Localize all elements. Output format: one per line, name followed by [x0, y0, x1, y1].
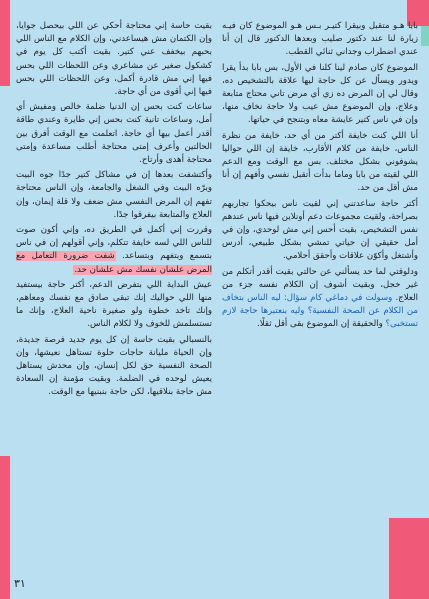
- paragraph: بابا هـو متقبل وبيقرا كتيـر بـس هـو الموضوع كان فيـه زيارة لنا عند دكتور صليب وبعدها الدكتور قال إن أنا عندي اضطراب وجداني ثنائي القطب.: [222, 21, 418, 58]
- decor-bar-bottom-left: [0, 456, 10, 599]
- decor-strip-top-right: [421, 26, 429, 46]
- paragraph: الموضوع كان صادم لينا كلنا في الأول، بس بابا بدأ يقرا ويدور ويسأل عن كل حاجة ليها علاقة بالتشخيص ده، وقال لي إن المرض ده زي أي مرض تاني محتاج متابعة وعلاج، وإن الموضوع مش عيب ولا حاجة نخاف منها، وإن في ناس كتير عايشة معاه وبتنجح في حياتها.: [222, 62, 418, 126]
- paragraph: أنا اللي كنت خايفة أكتر من أي حد، خايفة من نظرة الناس، خايفة من كلام الأقارب، خايفة إن اللي حواليا يشوفوني بشكل مختلف. بس مع الوقت ومع الدعم اللي لقيته من بابا وماما بدأت أتقبل نفسي وأفهم إن أنا مش أقل من حد.: [222, 130, 418, 194]
- paragraph-text: ودلوقتي لما حد يسألني عن حالتي بقيت أقدر أتكلم من غير خجل، وبقيت أشوف إن الكلام نفسه جزء من العلاج.: [222, 266, 418, 304]
- highlighted-quote: وسولت في دماغي كام سؤال: ليه الناس بتخاف من الكلام عن الصحة النفسية؟ وليه بنعتبرها حاجة لازم تستخبى؟: [222, 293, 418, 330]
- paragraph: وأكتشفت بعدها إن في مشاكل كتير جدًا جوه البيت وبرّه البيت وفي الشغل والجامعة، وإن الناس محتاجة تفهم إن المرض النفسي مش ضعف ولا قلة إيمان، وإن العلاج والمتابعة بيفرقوا جدًا.: [16, 170, 212, 220]
- decor-block-bottom-right: [389, 518, 429, 599]
- paragraph: بالنسبالي بقيت حاسة إن كل يوم جديد فرصة جديدة، وإن الحياة مليانة حاجات حلوة تستاهل نعيشها، وإن الصحة النفسية حق لكل إنسان، وإن محدش يستاهل يعيش لوحده في الضلمة. وبقيت مؤمنة إن السعادة مش حاجة بنلاقيها، لكن حاجة بنبنيها مع الوقت.: [16, 334, 212, 398]
- paragraph: ساعات كنت بحس إن الدنيا ضلمة خالص ومفيش أي أمل، وساعات تانية كنت بحس إني طايرة وعندي طاقة أقدر أعمل بيها أي حاجة. اتعلمت مع الوقت أفرق بين الحالتين وأعرف إمتى محتاجة أطلب مساعدة وإمتى محتاجة أهدى وأرتاح.: [16, 102, 212, 166]
- paragraph-text: والحقيقة إن الموضوع بقى أقل ثقلًا.: [256, 319, 383, 330]
- paragraph: عيش البداية اللي بتفرض الدعم، أكتر حاجة بيستفيد منها اللي حواليك إنك تبقى صادق مع نفسك ومعاهم، وإنك تاخد خطوة ولو صغيرة ناحية العلاج، وإنك ما تستسلمش للخوف ولا لكلام الناس.: [16, 279, 212, 330]
- paragraph: بقيت حاسة إني محتاجة أحكي عن اللي بيحصل جوايا، وإن الكتمان مش هيساعدني، وإن الكلام مع الناس اللي بحبهم بيخفف عني كتير. بقيت أكتب كل يوم في كشكول صغير عن مشاعري وعن اللحظات اللي بحس فيها إني مش قادرة أكمل، وعن اللحظات اللي بحس فيها إني أقوى من أي حاجة.: [16, 21, 212, 98]
- paragraph-with-highlight: [222, 266, 418, 332]
- paragraph-text: وقررت إني أكمل في الطريق ده، وإني أكون صوت للناس اللي لسه خايفة تتكلم، وإني أقولهم إن في ناس بتسمع وبتفهم وبتساعد.: [16, 225, 212, 262]
- decor-bar-top-left: [0, 0, 10, 86]
- paragraph-with-highlight: [16, 224, 212, 277]
- article-column-right: [222, 20, 418, 334]
- page-number: ٣١: [14, 577, 26, 590]
- highlighted-quote: شفت ضرورة التعامل مع المرض علشان نفسك مش علشان حد.: [16, 251, 212, 275]
- article-column-left: [16, 20, 212, 402]
- paragraph: أكتر حاجة ساعدتني إني لقيت ناس بيحكوا تجاربهم بصراحة، ولقيت مجموعات دعم أونلاين فيها ناس عندهم نفس التشخيص، بقيت أحس إني مش لوحدي، وإن في أمل حقيقي إن حياتي تمشي بشكل طبيعي، أدرس وأشتغل وأكوّن علاقات وأحقق أحلامي.: [222, 198, 418, 262]
